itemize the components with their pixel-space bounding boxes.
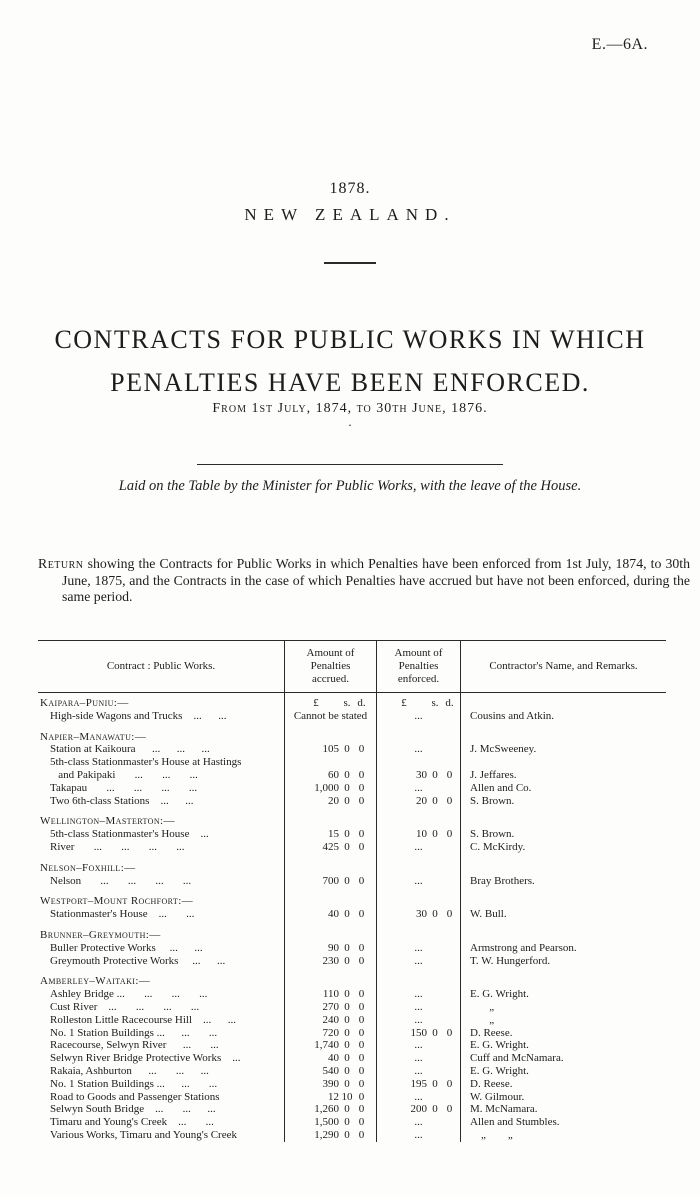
work-name: No. 1 Station Buildings ... ... ... xyxy=(50,1077,218,1090)
accrued-amount-cell: 240 0 0 xyxy=(284,1014,376,1027)
section-gap xyxy=(284,887,376,895)
enforced-amount-cell: 150 0 0 xyxy=(376,1027,460,1040)
currency-header-enforced xyxy=(376,815,460,828)
contractor-cell: J. McSweeney. xyxy=(460,743,666,756)
contractor-cell: „ xyxy=(460,1001,666,1014)
work-name: Takapau ... ... ... ... xyxy=(50,781,198,794)
work-cell xyxy=(38,1129,284,1142)
work-name: Various Works, Timaru and Young's Creek xyxy=(50,1128,237,1141)
accrued-amount-cell: 720 0 0 xyxy=(284,1027,376,1040)
section-gap xyxy=(38,887,284,895)
accrued-amount-cell: 90 0 0 xyxy=(284,942,376,955)
section-gap xyxy=(284,807,376,815)
return-lead-word: Return xyxy=(38,556,84,571)
country-heading: NEW ZEALAND. xyxy=(244,205,456,224)
contractor-cell: Allen and Stumbles. xyxy=(460,1116,666,1129)
accrued-amount-cell: 60 0 0 xyxy=(284,769,376,782)
work-cell xyxy=(38,743,284,756)
enforced-amount-cell: ... xyxy=(376,1001,460,1014)
accrued-amount-cell: 270 0 0 xyxy=(284,1001,376,1014)
work-cell xyxy=(38,875,284,888)
section-gap xyxy=(376,967,460,975)
currency-header-accrued xyxy=(284,929,376,942)
contractor-cell: W. Bull. xyxy=(460,908,666,921)
currency-header-enforced xyxy=(376,929,460,942)
accrued-amount-cell: 15 0 0 xyxy=(284,828,376,841)
enforced-amount-cell: 200 0 0 xyxy=(376,1103,460,1116)
work-cell xyxy=(38,1116,284,1129)
currency-header-enforced xyxy=(376,862,460,875)
work-name: Cust River ... ... ... ... xyxy=(50,1000,200,1013)
section-gap xyxy=(38,967,284,975)
work-cell xyxy=(38,1027,284,1040)
divider-rule xyxy=(197,464,503,465)
section-header-spacer xyxy=(460,815,666,828)
currency-header-enforced: £ s. d. xyxy=(376,697,460,710)
section-gap xyxy=(284,967,376,975)
enforced-amount-cell: ... xyxy=(376,988,460,1001)
section-header-cell xyxy=(38,862,284,875)
enforced-amount-cell: ... xyxy=(376,782,460,795)
work-name: Two 6th-class Stations ... ... xyxy=(50,794,194,807)
accrued-amount-cell: 700 0 0 xyxy=(284,875,376,888)
enforced-amount-cell: ... xyxy=(376,841,460,854)
work-cell xyxy=(38,1052,284,1065)
currency-header-accrued xyxy=(284,862,376,875)
contractor-cell: E. G. Wright. xyxy=(460,1065,666,1078)
accrued-amount-cell: 390 0 0 xyxy=(284,1078,376,1091)
work-cell xyxy=(38,1091,284,1104)
work-cell xyxy=(38,1065,284,1078)
contractor-cell: J. Jeffares. xyxy=(460,769,666,782)
work-cell xyxy=(38,1078,284,1091)
contractor-cell: E. G. Wright. xyxy=(460,1039,666,1052)
document-reference: E.—6A. xyxy=(591,36,648,53)
work-name: and Pakipaki ... ... ... xyxy=(50,768,198,781)
section-header-cell xyxy=(38,697,284,710)
accrued-amount-cell: 1,500 0 0 xyxy=(284,1116,376,1129)
contractor-cell: Cuff and McNamara. xyxy=(460,1052,666,1065)
contractor-cell xyxy=(460,756,666,769)
work-name: Timaru and Young's Creek ... ... xyxy=(50,1116,214,1129)
work-cell xyxy=(38,1039,284,1052)
work-name: Rolleston Little Racecourse Hill ... ... xyxy=(50,1013,237,1026)
year-heading: 1878. xyxy=(329,180,371,197)
laid-on-table-note: Laid on the Table by the Minister for Public Works, with the leave of the House. xyxy=(118,478,582,494)
enforced-amount-cell: ... xyxy=(376,955,460,968)
accrued-amount-cell: 230 0 0 xyxy=(284,955,376,968)
section-gap xyxy=(460,854,666,862)
section-gap xyxy=(460,723,666,731)
section-header-spacer xyxy=(460,929,666,942)
section-gap xyxy=(376,921,460,929)
contractor-cell: M. McNamara. xyxy=(460,1103,666,1116)
work-name: Stationmaster's House ... ... xyxy=(50,908,195,921)
currency-header-accrued: £ s. d. xyxy=(284,697,376,710)
enforced-amount-cell: 10 0 0 xyxy=(376,828,460,841)
section-gap xyxy=(284,854,376,862)
currency-header-accrued xyxy=(284,815,376,828)
enforced-amount-cell: 30 0 0 xyxy=(376,769,460,782)
section-header-cell xyxy=(38,975,284,988)
enforced-amount-cell: ... xyxy=(376,1091,460,1104)
enforced-amount-cell: ... xyxy=(376,743,460,756)
contractor-cell: E. G. Wright. xyxy=(460,988,666,1001)
work-cell xyxy=(38,782,284,795)
section-header-spacer xyxy=(460,697,666,710)
work-cell xyxy=(38,942,284,955)
section-gap xyxy=(38,921,284,929)
contractor-cell: Armstrong and Pearson. xyxy=(460,942,666,955)
currency-header-accrued xyxy=(284,975,376,988)
contractor-cell: T. W. Hungerford. xyxy=(460,955,666,968)
col-header-contract: Contract : Public Works. xyxy=(38,640,284,693)
work-cell xyxy=(38,756,284,769)
work-cell xyxy=(38,988,284,1001)
work-name: 5th-class Stationmaster's House at Hastings xyxy=(50,756,242,769)
accrued-amount-cell: 1,290 0 0 xyxy=(284,1129,376,1142)
decorative-dot: . xyxy=(348,414,352,429)
enforced-amount-cell: 30 0 0 xyxy=(376,908,460,921)
decorative-rule xyxy=(324,262,376,264)
work-name: High-side Wagons and Trucks ... ... xyxy=(50,709,227,722)
contractor-cell: D. Reese. xyxy=(460,1078,666,1091)
section-header-cell xyxy=(38,815,284,828)
work-cell xyxy=(38,828,284,841)
section-gap xyxy=(284,921,376,929)
section-gap xyxy=(376,723,460,731)
table-header-row xyxy=(38,640,666,693)
section-gap xyxy=(376,887,460,895)
section-name: Wellington–Masterton:— xyxy=(40,815,175,828)
section-name: Westport–Mount Rochfort:— xyxy=(40,895,194,908)
work-name: Road to Goods and Passenger Stations xyxy=(50,1090,220,1103)
accrued-amount-cell: Cannot be stated xyxy=(284,710,376,723)
work-cell xyxy=(38,841,284,854)
enforced-amount-cell: ... xyxy=(376,875,460,888)
work-name: Greymouth Protective Works ... ... xyxy=(50,954,226,967)
work-name: Selwyn South Bridge ... ... ... xyxy=(50,1103,216,1116)
accrued-amount-cell xyxy=(284,756,376,769)
work-name: Station at Kaikoura ... ... ... xyxy=(50,743,210,756)
title-line-1: CONTRACTS FOR PUBLIC WORKS IN WHICH xyxy=(54,325,646,354)
contractor-cell: W. Gilmour. xyxy=(460,1091,666,1104)
section-name: Kaipara–Puniu:— xyxy=(40,697,129,709)
enforced-amount-cell: ... xyxy=(376,1052,460,1065)
section-header-spacer xyxy=(460,862,666,875)
section-header-cell xyxy=(38,895,284,908)
section-gap xyxy=(38,723,284,731)
accrued-amount-cell: 40 0 0 xyxy=(284,908,376,921)
work-cell xyxy=(38,908,284,921)
contractor-cell: Bray Brothers. xyxy=(460,875,666,888)
contractor-cell: D. Reese. xyxy=(460,1027,666,1040)
work-cell xyxy=(38,769,284,782)
enforced-amount-cell: ... xyxy=(376,1039,460,1052)
enforced-amount-cell: 195 0 0 xyxy=(376,1078,460,1091)
currency-header-enforced xyxy=(376,731,460,744)
accrued-amount-cell: 40 0 0 xyxy=(284,1052,376,1065)
work-name: Ashley Bridge ... ... ... ... xyxy=(50,988,208,1001)
accrued-amount-cell: 12 10 0 xyxy=(284,1091,376,1104)
currency-header-enforced xyxy=(376,895,460,908)
section-gap xyxy=(460,921,666,929)
work-name: Buller Protective Works ... ... xyxy=(50,941,203,954)
section-gap xyxy=(38,854,284,862)
work-cell xyxy=(38,795,284,808)
accrued-amount-cell: 20 0 0 xyxy=(284,795,376,808)
accrued-amount-cell: 1,740 0 0 xyxy=(284,1039,376,1052)
contractor-cell: C. McKirdy. xyxy=(460,841,666,854)
contractor-cell: S. Brown. xyxy=(460,795,666,808)
col-header-penalties-accrued: Amount of Penalties accrued. xyxy=(284,640,376,693)
title-line-2: PENALTIES HAVE BEEN ENFORCED. xyxy=(110,368,590,397)
col-header-penalties-enforced: Amount of Penalties enforced. xyxy=(376,640,460,693)
section-header-spacer xyxy=(460,975,666,988)
table-body xyxy=(38,693,666,1142)
work-cell xyxy=(38,1014,284,1027)
date-range-subtitle: From 1st July, 1874, to 30th June, 1876. xyxy=(212,401,488,416)
section-header-spacer xyxy=(460,731,666,744)
section-name: Nelson–Foxhill:— xyxy=(40,861,136,874)
contractor-cell: „ xyxy=(460,1014,666,1027)
currency-header-accrued xyxy=(284,895,376,908)
accrued-amount-cell: 1,000 0 0 xyxy=(284,782,376,795)
accrued-amount-cell: 540 0 0 xyxy=(284,1065,376,1078)
enforced-amount-cell xyxy=(376,756,460,769)
section-gap xyxy=(460,967,666,975)
document-title xyxy=(0,318,700,404)
work-name: Racecourse, Selwyn River ... ... xyxy=(50,1039,219,1052)
enforced-amount-cell: ... xyxy=(376,942,460,955)
contractor-cell: Allen and Co. xyxy=(460,782,666,795)
contractor-cell: „ „ xyxy=(460,1129,666,1142)
work-cell xyxy=(38,710,284,723)
contractor-cell: S. Brown. xyxy=(460,828,666,841)
accrued-amount-cell: 105 0 0 xyxy=(284,743,376,756)
enforced-amount-cell: ... xyxy=(376,1116,460,1129)
section-header-cell xyxy=(38,929,284,942)
work-name: Rakaia, Ashburton ... ... ... xyxy=(50,1064,209,1077)
accrued-amount-cell: 110 0 0 xyxy=(284,988,376,1001)
section-gap xyxy=(38,807,284,815)
work-cell xyxy=(38,955,284,968)
section-name: Brunner–Greymouth:— xyxy=(40,928,161,941)
return-paragraph xyxy=(38,556,690,606)
work-name: Selwyn River Bridge Protective Works ... xyxy=(50,1052,241,1065)
accrued-amount-cell: 1,260 0 0 xyxy=(284,1103,376,1116)
enforced-amount-cell: 20 0 0 xyxy=(376,795,460,808)
section-name: Amberley–Waitaki:— xyxy=(40,975,151,988)
contractor-cell: Cousins and Atkin. xyxy=(460,710,666,723)
enforced-amount-cell: ... xyxy=(376,1065,460,1078)
work-name: No. 1 Station Buildings ... ... ... xyxy=(50,1026,218,1039)
section-header-spacer xyxy=(460,895,666,908)
currency-header-accrued xyxy=(284,731,376,744)
enforced-amount-cell: ... xyxy=(376,710,460,723)
section-gap xyxy=(376,854,460,862)
accrued-amount-cell: 425 0 0 xyxy=(284,841,376,854)
work-cell xyxy=(38,1001,284,1014)
enforced-amount-cell: ... xyxy=(376,1014,460,1027)
section-gap xyxy=(460,887,666,895)
currency-header-enforced xyxy=(376,975,460,988)
work-name: Nelson ... ... ... ... xyxy=(50,874,192,887)
work-cell xyxy=(38,1103,284,1116)
section-name: Napier–Manawatu:— xyxy=(40,730,147,743)
section-gap xyxy=(460,807,666,815)
penalties-table xyxy=(38,640,666,1142)
col-header-contractor: Contractor's Name, and Remarks. xyxy=(460,640,666,693)
section-gap xyxy=(376,807,460,815)
work-name: 5th-class Stationmaster's House ... xyxy=(50,828,209,841)
section-gap xyxy=(284,723,376,731)
section-header-cell xyxy=(38,731,284,744)
enforced-amount-cell: ... xyxy=(376,1129,460,1142)
return-paragraph-body: showing the Contracts for Public Works in which Penalties have been enforced from 1st July, 1874, to 30th June, 1875, and the Contracts in the case of which Penalties have accrued but have not been enforced, during the same period. xyxy=(62,556,690,604)
work-name: River ... ... ... ... xyxy=(50,840,185,853)
